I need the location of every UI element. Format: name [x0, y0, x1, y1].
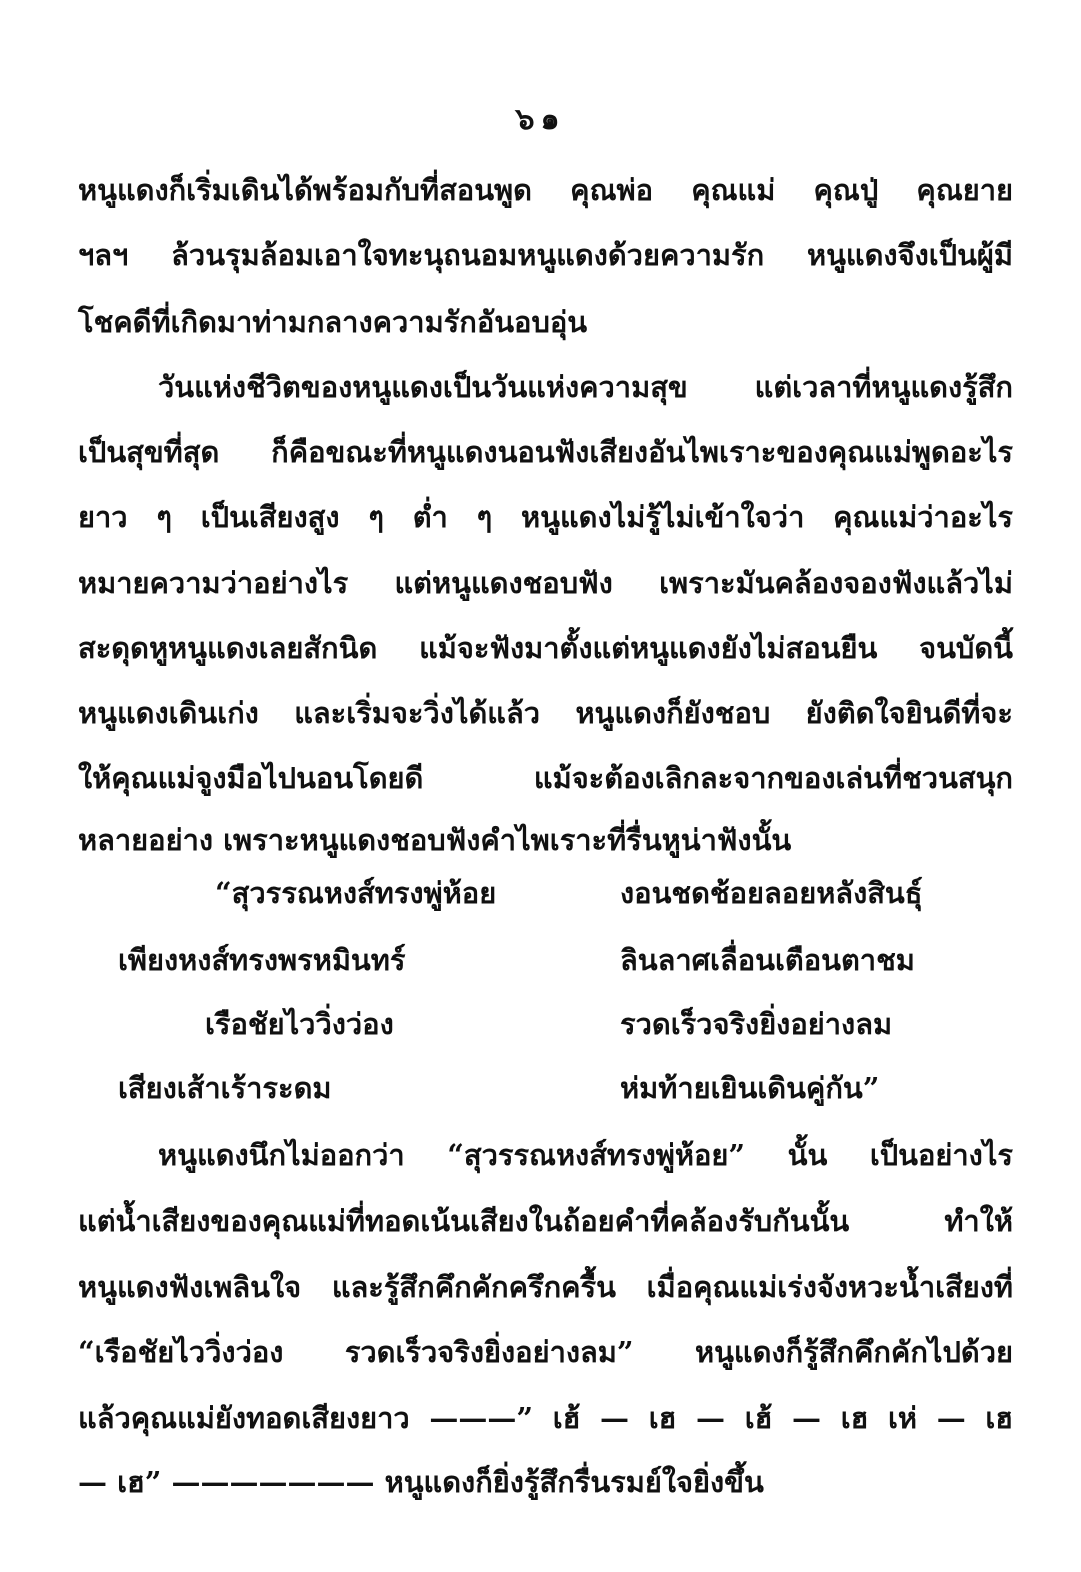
paragraph-3-line-3: หนูแดงฟังเพลินใจ และรู้สึกคึกคักครึกครื้น เมื่อคุณแม่เร่งจังหวะน้ำเสียงที่	[78, 1270, 1013, 1304]
paragraph-2-line-5: สะดุดหูหนูแดงเลยสักนิด แม้จะฟังมาตั้งแต่หนูแดงยังไม่สอนยืน จนบัดนี้	[78, 631, 1013, 665]
paragraph-2-line-4: หมายความว่าอย่างไร แต่หนูแดงชอบฟัง เพราะมันคล้องจองฟังแล้วไม่	[78, 566, 1013, 600]
verse-line-1-right: งอนชดช้อยลอยหลังสินธุ์	[620, 876, 923, 910]
paragraph-2-line-1: วันแห่งชีวิตของหนูแดงเป็นวันแห่งความสุข แต่เวลาที่หนูแดงรู้สึก	[158, 370, 1013, 404]
verse-line-4-right: ห่มท้ายเยินเดินคู่กัน”	[620, 1071, 880, 1105]
paragraph-1-line-2: ฯลฯ ล้วนรุมล้อมเอาใจทะนุถนอมหนูแดงด้วยความรัก หนูแดงจึงเป็นผู้มี	[78, 238, 1013, 272]
paragraph-3-line-4: “เรือชัยไววิ่งว่อง รวดเร็วจริงยิ่งอย่างลม” หนูแดงก็รู้สึกคึกคักไปด้วย	[78, 1335, 1013, 1369]
paragraph-2-line-8: หลายอย่าง เพราะหนูแดงชอบฟังคำไพเราะที่รื่นหูน่าฟังนั้น	[78, 823, 792, 857]
paragraph-3-line-1: หนูแดงนึกไม่ออกว่า “สุวรรณหงส์ทรงพู่ห้อย” นั้น เป็นอย่างไร	[158, 1138, 1013, 1172]
verse-line-4-left: เสียงเส้าเร้าระดม	[118, 1071, 332, 1105]
verse-line-3-right: รวดเร็วจริงยิ่งอย่างลม	[620, 1007, 893, 1041]
paragraph-3-line-2: แต่น้ำเสียงของคุณแม่ที่ทอดเน้นเสียงในถ้อยคำที่คล้องรับกันนั้น ทำให้	[78, 1204, 1013, 1238]
verse-line-2-right: ลินลาศเลื่อนเตือนตาชม	[620, 943, 915, 977]
paragraph-2-line-6: หนูแดงเดินเก่ง และเริ่มจะวิ่งได้แล้ว หนูแดงก็ยังชอบ ยังติดใจยินดีที่จะ	[78, 696, 1013, 730]
paragraph-3-line-6: — เฮ” ——————— หนูแดงก็ยิ่งรู้สึกรื่นรมย์ใจยิ่งขึ้น	[78, 1465, 764, 1499]
paragraph-1-line-1: หนูแดงก็เริ่มเดินได้พร้อมกับที่สอนพูด คุณพ่อ คุณแม่ คุณปู่ คุณยาย	[78, 173, 1013, 207]
paragraph-2-line-7: ให้คุณแม่จูงมือไปนอนโดยดี แม้จะต้องเลิกละจากของเล่นที่ชวนสนุก	[78, 761, 1013, 795]
verse-line-1-left: “สุวรรณหงส์ทรงพู่ห้อย	[215, 876, 497, 910]
verse-line-3-left: เรือชัยไววิ่งว่อง	[205, 1007, 394, 1041]
paragraph-3-line-5: แล้วคุณแม่ยังทอดเสียงยาว ———” เฮ้ — เฮ — เฮ้ — เฮ เห่ — เฮ	[78, 1401, 1013, 1435]
page-number: ๖๑	[515, 102, 566, 137]
paragraph-2-line-3: ยาว ๆ เป็นเสียงสูง ๆ ต่ำ ๆ หนูแดงไม่รู้ไม่เข้าใจว่า คุณแม่ว่าอะไร	[78, 500, 1013, 534]
paragraph-1-line-3: โชคดีที่เกิดมาท่ามกลางความรักอันอบอุ่น	[78, 305, 588, 339]
paragraph-2-line-2: เป็นสุขที่สุด ก็คือขณะที่หนูแดงนอนฟังเสียงอันไพเราะของคุณแม่พูดอะไร	[78, 435, 1013, 469]
verse-line-2-left: เพียงหงส์ทรงพรหมินทร์	[118, 943, 406, 977]
